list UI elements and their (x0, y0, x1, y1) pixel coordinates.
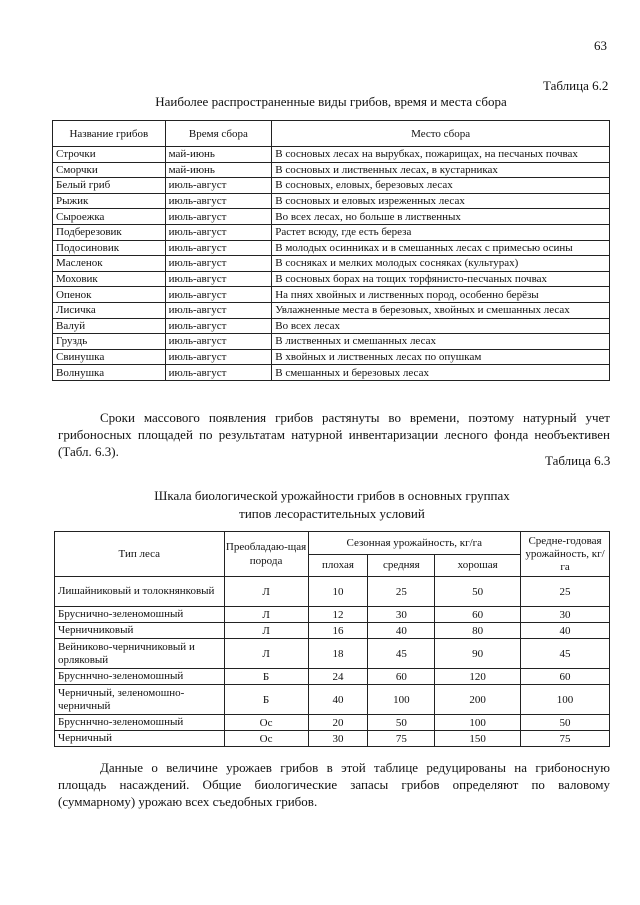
cell-annual: 25 (521, 577, 610, 607)
table2-title-line2: типов лесорастительных условий (239, 506, 425, 521)
cell-mushroom-name: Сыроежка (53, 209, 166, 225)
cell-collection-time: июль-август (165, 224, 272, 240)
cell-collection-place: В хвойных и лиственных лесах по опушкам (272, 349, 610, 365)
cell-species: Л (224, 623, 308, 639)
cell-collection-time: июль-август (165, 302, 272, 318)
cell-forest-type: Брусннчно-зеленомошный (55, 669, 225, 685)
cell-mushroom-name: Моховик (53, 271, 166, 287)
cell-collection-time: июль-август (165, 287, 272, 303)
table-row (53, 178, 610, 194)
cell-mushroom-name: Рыжик (53, 193, 166, 209)
cell-forest-type: Вейниково-черничниковый и орляковый (55, 639, 225, 669)
cell-species: Л (224, 577, 308, 607)
cell-medium: 75 (368, 731, 435, 747)
cell-forest-type: Черничный (55, 731, 225, 747)
cell-good: 80 (435, 623, 521, 639)
cell-mushroom-name: Строчки (53, 147, 166, 163)
cell-medium: 45 (368, 639, 435, 669)
table-header-row (53, 121, 610, 147)
cell-mushroom-name: Груздь (53, 334, 166, 350)
cell-mushroom-name: Лисичка (53, 302, 166, 318)
cell-mushroom-name: Валуй (53, 318, 166, 334)
table-row (53, 256, 610, 272)
cell-collection-place: Растет всюду, где есть береза (272, 224, 610, 240)
cell-collection-time: июль-август (165, 334, 272, 350)
table2-caption: Таблица 6.3 (545, 453, 611, 468)
table-row (55, 685, 610, 715)
table-row (55, 669, 610, 685)
column-header-forest-type: Тип леса (55, 532, 225, 577)
table-row (53, 349, 610, 365)
cell-good: 50 (435, 577, 521, 607)
cell-annual: 50 (521, 715, 610, 731)
cell-annual: 100 (521, 685, 610, 715)
cell-poor: 40 (308, 685, 368, 715)
cell-collection-time: июль-август (165, 365, 272, 381)
cell-mushroom-name: Опенок (53, 287, 166, 303)
cell-mushroom-name: Белый гриб (53, 178, 166, 194)
column-header-medium: средняя (368, 554, 435, 577)
table-row (53, 334, 610, 350)
column-header-species: Преобладаю-щая порода (224, 532, 308, 577)
table-row (55, 607, 610, 623)
cell-poor: 20 (308, 715, 368, 731)
table-row (53, 302, 610, 318)
cell-poor: 10 (308, 577, 368, 607)
cell-medium: 100 (368, 685, 435, 715)
cell-collection-time: июль-август (165, 178, 272, 194)
column-header-time: Время сбора (165, 121, 272, 147)
cell-good: 150 (435, 731, 521, 747)
table-row (53, 287, 610, 303)
cell-collection-place: В молодых осинниках и в смешанных лесах с примесью осины (272, 240, 610, 256)
table-row (53, 240, 610, 256)
table-row (53, 271, 610, 287)
cell-collection-place: В сосновых и лиственных лесах, в кустарниках (272, 162, 610, 178)
column-header-place: Место сбора (272, 121, 610, 147)
cell-collection-time: июль-август (165, 240, 272, 256)
cell-forest-type: Бруснично-зеленомошный (55, 607, 225, 623)
cell-annual: 60 (521, 669, 610, 685)
cell-good: 60 (435, 607, 521, 623)
cell-collection-time: июль-август (165, 256, 272, 272)
cell-good: 100 (435, 715, 521, 731)
table-header-row (55, 532, 610, 555)
cell-collection-place: В смешанных и березовых лесах (272, 365, 610, 381)
column-header-annual-yield: Средне-годовая урожайность, кг/га (521, 532, 610, 577)
cell-collection-time: июль-август (165, 349, 272, 365)
cell-collection-time: май-июнь (165, 162, 272, 178)
cell-mushroom-name: Волнушка (53, 365, 166, 381)
table1-caption: Таблица 6.2 (543, 78, 609, 93)
cell-mushroom-name: Масленок (53, 256, 166, 272)
cell-collection-place: В сосновых борах на тощих торфянисто-песчаных почвах (272, 271, 610, 287)
cell-medium: 50 (368, 715, 435, 731)
cell-species: Л (224, 639, 308, 669)
table-row (53, 365, 610, 381)
cell-medium: 30 (368, 607, 435, 623)
cell-poor: 12 (308, 607, 368, 623)
paragraph-yield-note: Данные о величине урожаев грибов в этой таблице редуцированы на грибоносную площадь насаждений. Общие биологические запасы грибов определяют по валовому (суммарному) урожаю всех съедобных грибов. (58, 760, 610, 809)
cell-collection-place: В сосняках и мелких молодых сосняках (культурах) (272, 256, 610, 272)
cell-collection-place: В сосновых лесах на вырубках, пожарищах, на песчаных почвах (272, 147, 610, 163)
table-row (55, 623, 610, 639)
cell-species: Ос (224, 731, 308, 747)
cell-collection-place: Увлажненные места в березовых, хвойных и смешанных лесах (272, 302, 610, 318)
cell-species: Л (224, 607, 308, 623)
table-row (53, 209, 610, 225)
paragraph-timing: Сроки массового появления грибов растянуты во времени, поэтому натурный учет грибоносных площадей по результатам натурной инвентаризации лесного фонда необъективен (Табл. 6.3). (58, 410, 610, 459)
column-header-name: Название грибов (53, 121, 166, 147)
table-row (55, 731, 610, 747)
table1-title: Наиболее распространенные виды грибов, время и места сбора (155, 94, 507, 109)
cell-poor: 30 (308, 731, 368, 747)
cell-mushroom-name: Подберезовик (53, 224, 166, 240)
cell-collection-time: май-июнь (165, 147, 272, 163)
yield-scale-table (54, 531, 610, 747)
cell-good: 120 (435, 669, 521, 685)
cell-collection-place: Во всех лесах (272, 318, 610, 334)
cell-mushroom-name: Свинушка (53, 349, 166, 365)
cell-mushroom-name: Сморчки (53, 162, 166, 178)
cell-mushroom-name: Подосиновик (53, 240, 166, 256)
cell-collection-time: июль-август (165, 209, 272, 225)
cell-good: 90 (435, 639, 521, 669)
mushroom-species-table (52, 120, 610, 381)
cell-forest-type: Черничный, зеленомошно-черничный (55, 685, 225, 715)
cell-poor: 24 (308, 669, 368, 685)
column-header-poor: плохая (308, 554, 368, 577)
table-row (55, 715, 610, 731)
cell-forest-type: Черничниковый (55, 623, 225, 639)
cell-collection-time: июль-август (165, 318, 272, 334)
table-row (53, 193, 610, 209)
cell-collection-time: июль-август (165, 271, 272, 287)
cell-collection-place: Во всех лесах, но больше в лиственных (272, 209, 610, 225)
page-number: 63 (594, 38, 607, 53)
cell-poor: 18 (308, 639, 368, 669)
cell-annual: 30 (521, 607, 610, 623)
cell-annual: 45 (521, 639, 610, 669)
cell-species: Б (224, 669, 308, 685)
cell-collection-time: июль-август (165, 193, 272, 209)
table-row (55, 577, 610, 607)
cell-collection-place: В лиственных и смешанных лесах (272, 334, 610, 350)
table-row (55, 639, 610, 669)
cell-medium: 40 (368, 623, 435, 639)
cell-collection-place: На пнях хвойных и лиственных пород, особенно берёзы (272, 287, 610, 303)
column-header-good: хорошая (435, 554, 521, 577)
table-row (53, 318, 610, 334)
cell-poor: 16 (308, 623, 368, 639)
table2-title-line1: Шкала биологической урожайности грибов в основных группах (154, 488, 510, 503)
cell-good: 200 (435, 685, 521, 715)
cell-annual: 75 (521, 731, 610, 747)
cell-medium: 25 (368, 577, 435, 607)
cell-species: Ос (224, 715, 308, 731)
cell-collection-place: В сосновых и еловых изреженных лесах (272, 193, 610, 209)
table-row (53, 224, 610, 240)
table-row (53, 147, 610, 163)
cell-collection-place: В сосновых, еловых, березовых лесах (272, 178, 610, 194)
column-header-season-yield: Сезонная урожайность, кг/га (308, 532, 521, 555)
cell-species: Б (224, 685, 308, 715)
cell-annual: 40 (521, 623, 610, 639)
cell-forest-type: Брусннчно-зеленомошный (55, 715, 225, 731)
cell-forest-type: Лишайниковый и толокнянковый (55, 577, 225, 607)
cell-medium: 60 (368, 669, 435, 685)
table-row (53, 162, 610, 178)
